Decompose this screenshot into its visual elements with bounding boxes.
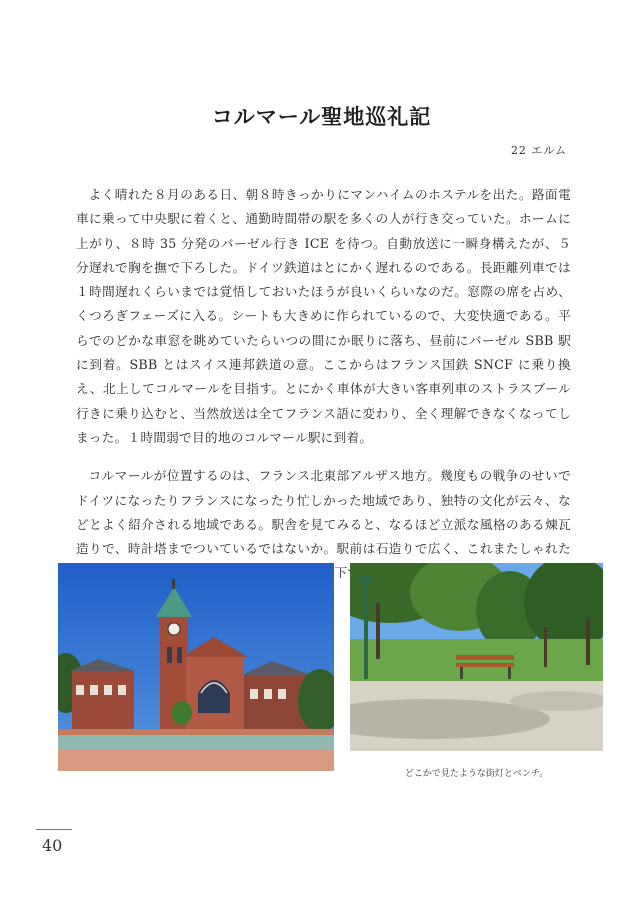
article-title: コルマール聖地巡礼記 (211, 104, 432, 129)
page-number-rule (36, 829, 72, 830)
article-body (76, 183, 571, 600)
page-number: 40 (42, 836, 63, 855)
photo-caption: どこかで見たような街灯とベンチ。 (404, 769, 549, 779)
paragraph: よく晴れた８月のある日、朝８時きっかりにマンハイムのホステルを出た。路面電車に乗って中央駅に着くと、通勤時間帯の駅を多くの人が行き交っていた。ホームに上がり、８時 35 分発のバーゼル行き ICE を待つ。自動放送に一瞬身構えたが、５分遅れで胸を撫で下ろした。ドイツ鉄道はとにかく遅れるのである。長距離列車では１時間遅れくらいまでは覚悟しておいたほうが良いくらいなのだ。窓際の席を占め、くつろぎフェーズに入る。シートも大きめに作られているので、大変快適である。平らでのどかな車窓を眺めていたらいつの間にか眠りに落ち、昼前にバーゼル SBB 駅に到着。SBB とはスイス連邦鉄道の意。ここからはフランス国鉄 SNCF に乗り換え、北上してコルマールを目指す。とにかく車体が大きい客車列車のストラスブール行きに乗り込むと、当然放送は全てフランス語に変わり、全く理解できなくなってしまった。１時間弱で目的地のコルマール駅に到着。 (76, 187, 571, 445)
author-byline: 22 エルム (510, 144, 567, 157)
park-photo (350, 563, 603, 751)
paragraph: コルマールが位置するのは、フランス北東部アルザス地方。幾度もの戦争のせいでドイツになったりフランスになったり忙しかった地域であり、独特の文化が云々、などとよく紹介される地域である。駅舎を見てみると、なるほど立派な風格のある煉瓦造りで、時計塔までついているではないか。駅前は石造りで広く、これまたしゃれた の下で (76, 468, 571, 581)
station-photo (58, 563, 334, 771)
